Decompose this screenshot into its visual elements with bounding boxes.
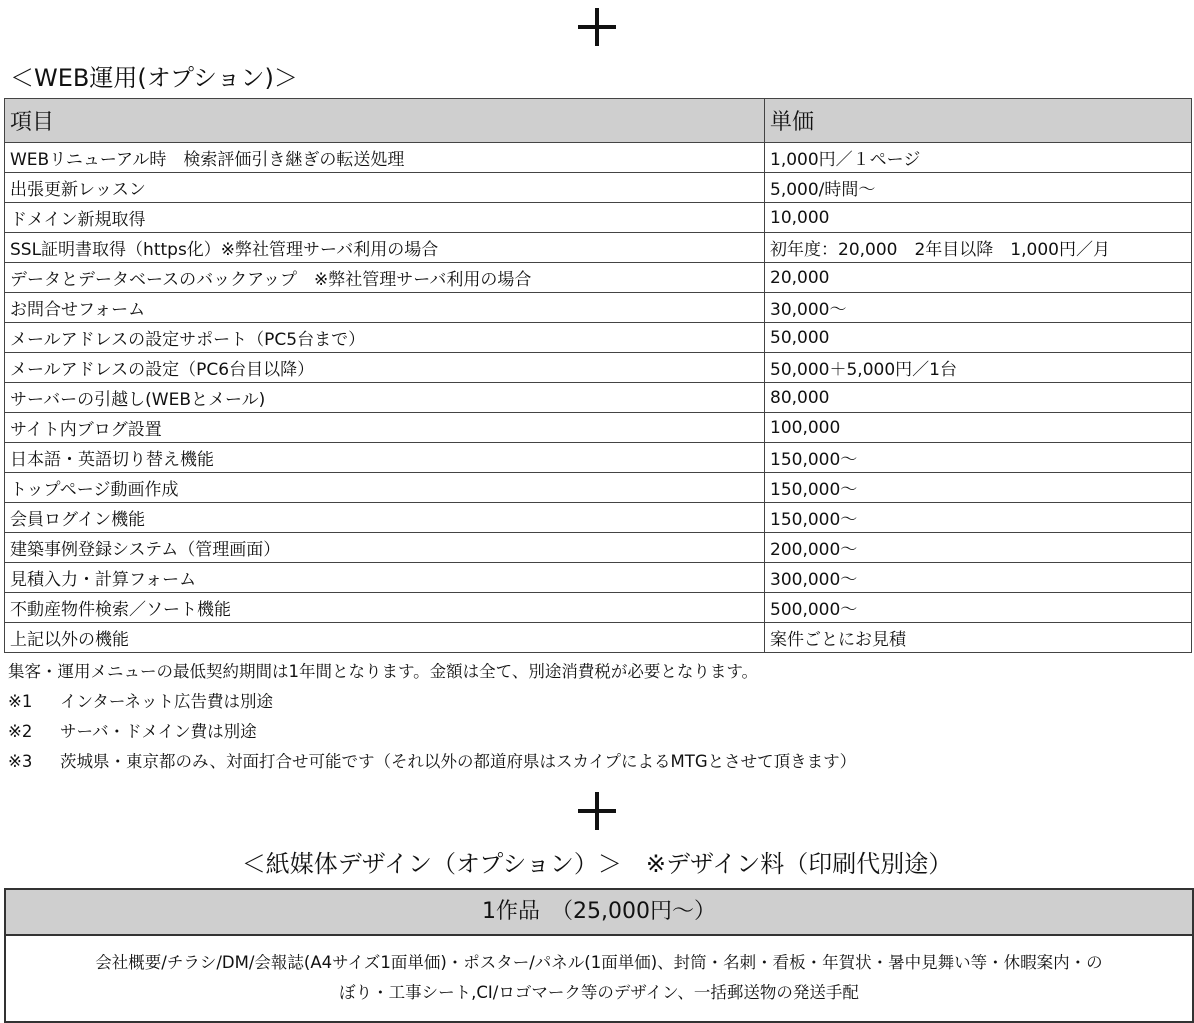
- table-row: [5, 473, 1192, 503]
- table-header-row: [5, 99, 1192, 143]
- note-3-text: 茨城県・東京都のみ、対面打合せ可能です（それ以外の都道府県はスカイプによるMTGとさせて頂きます）: [60, 752, 857, 771]
- print-design-description: [6, 936, 1192, 1008]
- table-row: [5, 563, 1192, 593]
- table-row: [5, 623, 1192, 653]
- plus-icon-top: [0, 8, 1194, 46]
- table-row: [5, 593, 1192, 623]
- row-item: SSL証明書取得（https化）※弊社管理サーバ利用の場合: [5, 233, 765, 263]
- row-price: 500,000〜: [765, 593, 1192, 623]
- note-3: [8, 747, 856, 777]
- row-price: 10,000: [765, 203, 1192, 233]
- row-item: 上記以外の機能: [5, 623, 765, 653]
- row-price: 初年度：20,000 2年目以降 1,000円／月: [765, 233, 1192, 263]
- note-3-number: ※3: [8, 752, 33, 771]
- table-row: [5, 503, 1192, 533]
- table-row: [5, 383, 1192, 413]
- print-design-box: [4, 888, 1194, 1023]
- row-item: サイト内ブログ設置: [5, 413, 765, 443]
- row-item: 会員ログイン機能: [5, 503, 765, 533]
- web-operation-price-table: [4, 98, 1192, 653]
- row-item: ドメイン新規取得: [5, 203, 765, 233]
- row-item: お問合せフォーム: [5, 293, 765, 323]
- row-price: 150,000〜: [765, 443, 1192, 473]
- description-line-2: ぼり・工事シート,CI/ロゴマーク等のデザイン、一括郵送物の発送手配: [339, 983, 859, 1002]
- table-row: [5, 173, 1192, 203]
- table-row: [5, 443, 1192, 473]
- row-price: 150,000〜: [765, 503, 1192, 533]
- table-row: [5, 233, 1192, 263]
- table-row: [5, 353, 1192, 383]
- row-price: 1,000円／１ページ: [765, 143, 1192, 173]
- row-item: 出張更新レッスン: [5, 173, 765, 203]
- row-price: 50,000: [765, 323, 1192, 353]
- table-row: [5, 533, 1192, 563]
- row-price: 30,000〜: [765, 293, 1192, 323]
- table-row: [5, 293, 1192, 323]
- row-item: トップページ動画作成: [5, 473, 765, 503]
- row-price: 案件ごとにお見積: [765, 623, 1192, 653]
- note-2-text: サーバ・ドメイン費は別途: [60, 722, 257, 741]
- row-item: メールアドレスの設定サポート（PC5台まで）: [5, 323, 765, 353]
- row-price: 100,000: [765, 413, 1192, 443]
- note-1-text: インターネット広告費は別途: [60, 692, 274, 711]
- row-item: 建築事例登録システム（管理画面）: [5, 533, 765, 563]
- note-1: [8, 687, 856, 717]
- row-price: 80,000: [765, 383, 1192, 413]
- section-title-web-operation: ＜WEB運用(オプション)＞: [10, 64, 298, 92]
- header-price: 単価: [765, 99, 1192, 143]
- row-item: 不動産物件検索／ソート機能: [5, 593, 765, 623]
- row-price: 300,000〜: [765, 563, 1192, 593]
- section-title-print-design: ＜紙媒体デザイン（オプション）＞ ※デザイン料（印刷代別途）: [241, 850, 953, 878]
- table-row: [5, 413, 1192, 443]
- note-2: [8, 717, 856, 747]
- summary-note: 集客・運用メニューの最低契約期間は1年間となります。金額は全て、別途消費税が必要となります。: [8, 662, 759, 681]
- plus-icon-middle: [0, 792, 1194, 830]
- row-price: 150,000〜: [765, 473, 1192, 503]
- row-item: メールアドレスの設定（PC6台目以降）: [5, 353, 765, 383]
- table-row: [5, 203, 1192, 233]
- note-2-number: ※2: [8, 722, 33, 741]
- row-item: WEBリニューアル時 検索評価引き継ぎの転送処理: [5, 143, 765, 173]
- row-item: 日本語・英語切り替え機能: [5, 443, 765, 473]
- row-price: 5,000/時間〜: [765, 173, 1192, 203]
- notes-block: [8, 657, 856, 777]
- note-1-number: ※1: [8, 692, 33, 711]
- row-item: 見積入力・計算フォーム: [5, 563, 765, 593]
- table-row: [5, 323, 1192, 353]
- description-line-1: 会社概要/チラシ/DM/会報誌(A4サイズ1面単価)・ポスター/パネル(1面単価)、封筒・名刺・看板・年賀状・暑中見舞い等・休暇案内・の: [95, 953, 1103, 972]
- row-price: 20,000: [765, 263, 1192, 293]
- row-price: 200,000〜: [765, 533, 1192, 563]
- row-item: サーバーの引越し(WEBとメール): [5, 383, 765, 413]
- print-design-price-header: 1作品 （25,000円〜）: [6, 890, 1192, 936]
- row-price: 50,000＋5,000円／1台: [765, 353, 1192, 383]
- row-item: データとデータベースのバックアップ ※弊社管理サーバ利用の場合: [5, 263, 765, 293]
- header-item: 項目: [5, 99, 765, 143]
- table-row: [5, 143, 1192, 173]
- table-row: [5, 263, 1192, 293]
